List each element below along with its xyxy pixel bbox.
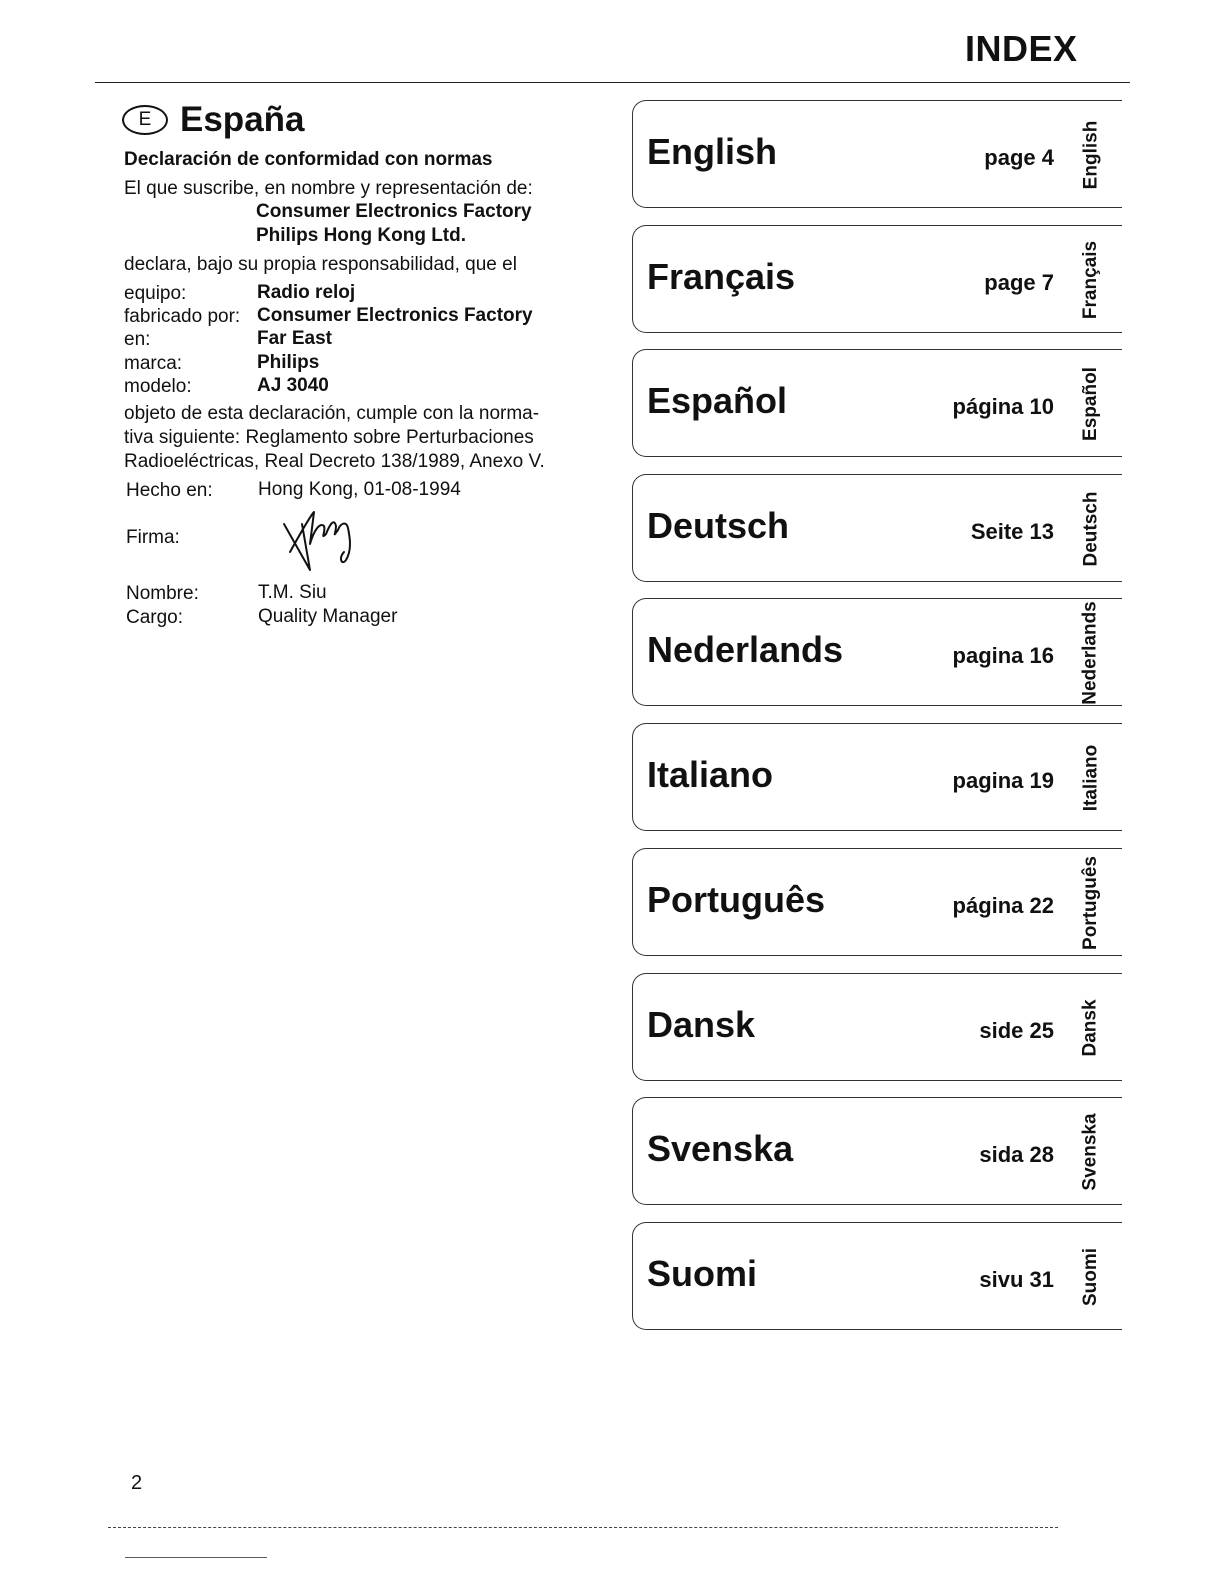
field-label: en: — [124, 329, 151, 350]
tab-page-ref: page 4 — [984, 145, 1054, 170]
name-value: T.M. Siu — [258, 582, 327, 603]
tab-page-ref: sivu 31 — [979, 1267, 1054, 1292]
field-label: equipo: — [124, 283, 187, 304]
page-number: 2 — [131, 1472, 143, 1494]
made-in-label: Hecho en: — [126, 480, 213, 501]
index-tab-svenska[interactable] — [632, 1097, 1122, 1205]
tab-language: Italiano — [647, 754, 774, 795]
tab-side-label: Dansk — [1080, 999, 1101, 1057]
company-line-1: Consumer Electronics Factory — [256, 201, 532, 222]
field-value: Philips — [257, 352, 320, 373]
index-tab-nederlands[interactable] — [632, 598, 1122, 706]
tab-language: Deutsch — [647, 505, 790, 546]
tab-page-ref: sida 28 — [979, 1142, 1054, 1167]
signature-image — [280, 504, 362, 576]
declaration-heading: Declaración de conformidad con normas — [124, 149, 493, 170]
tab-page-ref: pagina 19 — [952, 768, 1054, 793]
tab-language: Nederlands — [647, 629, 844, 670]
tab-language: Suomi — [647, 1253, 758, 1294]
tab-page-ref: página 22 — [952, 893, 1054, 918]
tab-page-ref: página 10 — [952, 394, 1054, 419]
page-title: INDEX — [965, 28, 1078, 69]
compliance-line-2: tiva siguiente: Reglamento sobre Perturbaciones — [124, 427, 534, 448]
tab-side-label: Português — [1080, 856, 1102, 950]
tab-page-ref: page 7 — [984, 270, 1054, 295]
tab-side-label: Svenska — [1080, 1113, 1101, 1191]
tab-language: Dansk — [647, 1004, 756, 1045]
tab-side-label: Español — [1080, 367, 1101, 441]
field-value: Consumer Electronics Factory — [257, 305, 533, 326]
signature-label: Firma: — [126, 527, 180, 548]
tab-language: Español — [647, 380, 788, 421]
index-tab-suomi[interactable] — [632, 1222, 1122, 1330]
field-label: fabricado por: — [124, 306, 241, 327]
bottom-accent-line — [125, 1557, 267, 1558]
tab-side-label: Suomi — [1080, 1247, 1101, 1307]
country-header — [122, 100, 305, 140]
field-value: Radio reloj — [257, 282, 356, 303]
field-label: modelo: — [124, 376, 192, 397]
name-label: Nombre: — [126, 583, 199, 604]
field-value: Far East — [257, 328, 332, 349]
made-in-value: Hong Kong, 01-08-1994 — [258, 479, 461, 500]
bottom-divider — [108, 1527, 1058, 1528]
index-tab-deutsch[interactable] — [632, 474, 1122, 582]
tab-page-ref: Seite 13 — [970, 519, 1054, 544]
tab-side-label: Italiano — [1080, 744, 1102, 812]
company-line-2: Philips Hong Kong Ltd. — [256, 225, 467, 246]
tab-side-label: English — [1080, 120, 1101, 190]
index-tab-dansk[interactable] — [632, 973, 1122, 1081]
position-label: Cargo: — [126, 607, 184, 628]
tab-side-label: Nederlands — [1080, 601, 1102, 705]
declaration-statement: declara, bajo su propia responsabilidad, que el — [124, 254, 517, 275]
country-code-badge: E — [122, 105, 168, 135]
index-tab-francais[interactable] — [632, 225, 1122, 333]
field-value: AJ 3040 — [257, 375, 329, 396]
index-tab-english[interactable] — [632, 100, 1122, 208]
tab-side-label: Français — [1080, 240, 1101, 320]
tab-side-label: Deutsch — [1080, 491, 1101, 567]
tab-language: Svenska — [647, 1128, 794, 1169]
tab-language: English — [647, 131, 778, 172]
tab-page-ref: pagina 16 — [952, 643, 1054, 668]
index-tab-italiano[interactable] — [632, 723, 1122, 831]
tab-language: Português — [647, 879, 826, 920]
position-value: Quality Manager — [258, 606, 398, 627]
index-tab-espanol[interactable] — [632, 349, 1122, 457]
tab-page-ref: side 25 — [979, 1018, 1054, 1043]
field-label: marca: — [124, 353, 183, 374]
top-divider — [95, 82, 1130, 83]
tab-language: Français — [647, 256, 796, 297]
index-tab-portugues[interactable] — [632, 848, 1122, 956]
compliance-line-1: objeto de esta declaración, cumple con la norma- — [124, 403, 540, 424]
country-name: España — [180, 100, 305, 139]
compliance-line-3: Radioeléctricas, Real Decreto 138/1989, Anexo V. — [124, 451, 545, 472]
declaration-intro: El que suscribe, en nombre y representación de: — [124, 178, 533, 199]
